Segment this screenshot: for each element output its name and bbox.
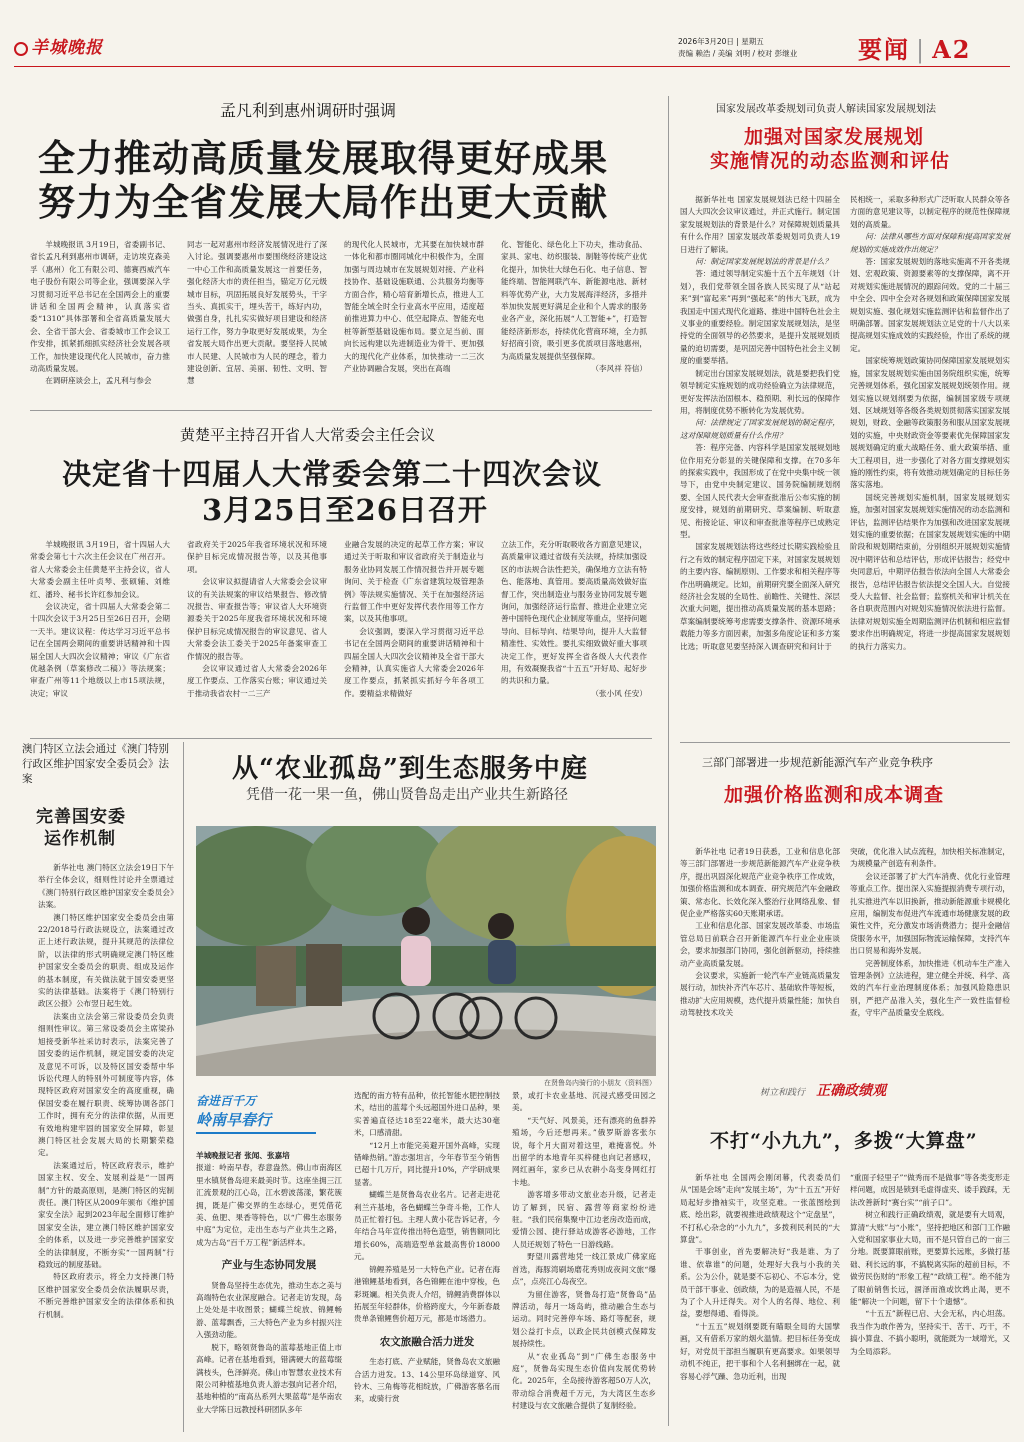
page-number: A2	[932, 35, 972, 64]
article-column: 据新华社电 国家发展规划法已经十四届全国人大四次会议审议通过，并正式施行。制定国家发展规划法的背景是什么？对保障规划质量具有什么作用？国家发展改革委规划司负责人19日进行了解读。 问：制定国家发展规划法的背景是什么？ 答：通过领导制定实施十五个五年规划（计划），我们党带领全国各族人民实现了从“站起来”到“富起来”再到“强起来”的伟大飞跃，成为我国走中国式现代化道路、推进中国特色社会主义事业的重要经验。制定国家发展规划法，是坚持党的全面领导的必然要求，是提升发展规划质量的迫切需要，是巩固完善中国特色社会主义制度的重要举措。 制定出台国家发展规划法，就是要把我们党领导制定实施规划的成功经验确立为法律规范，更好发挥法治固根本、稳预期、利长远的保障作用，将制度优势不断转化为发展优势。 问：法律规定了国家发展规划的制定程序，这对保障规划质量有什么作用？ 答：程序完备、内容科学是国家发展规划地位作用充分彰显的关键保障和支撑。在70多年的探索实践中，我国形成了在党中央集中统一领导下，由党中央制定建议、国务院编制规划纲要、全国人民代表大会审查批准后公布实施的制度安排，规划的前期研究、草案编制、听取意见、衔接论证、审议和审查批准等程序已成熟定型。 国家发展规划法将这些经过长期实践检验且行之有效的制定程序固定下来，对国家发展规划的主要内容、编制原则、工作要求和相关程序等作出明确规定。比如，前期研究要全面深入研究经济社会发展的全局性、前瞻性、关键性、深层次重大问题，提出推动高质量发展的基本思路；草案编制要统筹考虑需要支撑条件、资源环境承载能力等多方面因素，加强多角度论证和多方案比选；听取意见要坚持深入调查研究和问计于	[680, 195, 840, 651]
section-divider	[680, 742, 1010, 743]
article-column: “重面子轻里子”“做秀而不是做事”等各类变形走样问题，成因是锁到毛虚得虚夹、诿手践踩，无法改善新时“赛台实”“前子口”。 树立和践行正确政绩观，就是要有大局观，算清“大账”与“小账”，坚持把地区和部门工作融入党和国家事业大局，而不是只管自己的一亩三分地。既要算眼前账，更要算长远账，多做打基础、利长远的事，不搞脱离实际的超前目标，不做劳民伤财的“形象工程”“政绩工程”。绝不能为了眼前销售长远，涸泽而渔或饮鸩止渴，更不能“解决一个问题，留下十个遗憾”。 “十五五”新程已启、大会无私，内心坦荡。我当作为敢作善为，坚持实干、苦干、巧干，不搞小算盘、不搞小聪明，就能既为一域增光，又为全局添彩。	[850, 1173, 1010, 1356]
article-column: 景，或打卡农业基地、沉浸式感受田园之美。 “天气好、风景美，还有漂亮的鱼群养殖场，今后还想再来。”俄罗斯游客张尔说，每个月大面对着这里，难掩喜悦。外出留学的本地青年买梓健也向记者感叹，网红画年，家乡已从农耕小岛变身网红打卡地。 游客增多带动文旅业态升级，记者走访了解到，民宿、露营等商家纷纷进驻。“我们民宿集聚中江边老房改造而成，爱情公园、捷行驿站成游客必游地，工作人员还规划了特色一日游线路。 野望川露营地凭一线江景成广佛家庭首选，海豚湾刷场磨花秀则成夜间文旅“爆点”，点亮江心岛夜空。 为留住游客，贤鲁岛打造“贤鲁岛”品牌活动，每月一场岛屿，推动融合生态与运动。同时完善停车场、路灯等配套，规划公益打卡点，以政企民共创模式保障发展持续性。 从“农业孤岛”到“广佛生态服务中庭”，贤鲁岛实现生态价值向发展优势转化。2025年，全岛接待游客超50万人次，带动综合消费超千万元，为大湾区生态乡村建设与农文旅融合提供了复制经验。	[512, 1091, 656, 1411]
article-xianlu-island	[196, 746, 656, 1436]
article-column: 新华社电 全国两会刚闭幕，代表委员们从“国是会场”走向“发展主场”，为“十五五”开好局起好步撸袖实干，攻坚克难。一张蓝图绘到底、绘出彩，就要视推进政绩观这个“定盘星”，不打私心杂念的“小九九”，多拨利民利民的“大算盘”。 干事创业，首先要解决好“我是谁、为了谁、依靠谁”的问题，处理好大我与小我的关系。公为公仆，就是要不忘初心、不忘本分，党员干部干事业、创政绩，为的是造福人民，不是为了个人升迁得失。对个人的名得、地位、利益，要想得通、看得淡。 “十五五”规划纲要既有瞄眼全局的大国擘画，又有借系万家的烟火温情。把目标任务变成好，对党员干部担当履职有更高要求。如果领导动机不纯正，把干事和个人名利捆绑在一起，就容易心浮气躁、急功近利，出现	[680, 1173, 840, 1381]
headline-line-2: 3月25日至26日召开	[202, 493, 488, 527]
article-column: 新华社电 记者19日获悉，工业和信息化部等三部门部署进一步规范新能源汽车产业竞争秩序，提出巩固深化规范产业竞争秩序工作成效，加强价格监测和成本调查、研究规范汽车金融政策、常态化、长效化深入整治行业网络乱象、督促企业严格落实60天账期承诺。 工业和信息化部、国家发展改革委、市场监管总局日前联合召开新能源汽车行业企业座谈会，要求加强部门协同，强化创新驱动，持续推动产业高质量发展。 会议要求，实施新一轮汽车产业链高质量发展行动，加快补齐汽车芯片、基础软件等短板，推动扩大应用规模，迭代提升质量性能；加快自动驾驶技术攻关	[680, 847, 840, 1018]
article-kicker: 孟凡利到惠州调研时强调	[220, 101, 397, 120]
banner-right: 正确政绩观	[816, 1083, 887, 1099]
article-column: 省政府关于2025年我省环境状况和环境保护目标完成情况报告等，以及其他事项。 会议审议拟提请省人大常委会会议审议的有关法规案的审议结果报告、修改情况报告、审查报告等；审议省人大环境资源委关于2025年度我省环境状况和环境保护目标完成情况报告的审议意见、省人大常委会法工委关于2025年备案审查工作情况的报告等。 会议审议通过省人大常委会2026年度工作要点、工作落实台账；审议通过关于推动我省农村一二三产	[187, 540, 327, 698]
author-credit: （李风祥 符信）	[591, 364, 647, 374]
banner-left: 树立和践行	[760, 1088, 806, 1098]
article-column: 同志一起对惠州市经济发展情况进行了深入讨论。强调要惠州市要围绕经济建设这一中心工作和高质量发展这一首要任务，强化经济大市的责任担当，锚定万亿元级城市目标，巩固拓展良好发展势头，干字当头、真抓实干，埋头苦干，练好内功，做强自身，扎扎实实做好项目建设和经济运行工作，努力争取更好发展成果，为全省发展大局作出更大贡献。要坚持人民城市人民建、人民城市为人民的理念，着力建设创新、宜居、美丽、韧性、文明、智慧	[187, 240, 327, 386]
article-column: 羊城晚报讯 3月19日，省委副书记、省长孟凡利到惠州市调研，走访埃克森美孚（惠州）化工有限公司、德赛西威汽车电子股份有限公司等企业，强调要深入学习贯彻习近平总书记在全国两会上的重要讲话和全国两会精神，认真落实省委“1310”具体部署和全省高质量发展大会、全省干部大会、省委城市工作会议工作安排，抓紧抓细抓实经济社会发展各项工作，加快建设现代化人民城市，奋力推动高质量发展。 在调研座谈会上，孟凡利与参会	[30, 240, 170, 386]
article-column: 立法工作，充分听取吸收各方面意见建议，高质量审议通过省级有关法规，持续加强设区的市法规合法性把关，确保地方立法有特色、能落地、真管用。要高质量高效做好监督工作，突出制造业与服务业协同发展专题询问，加强经济运行监督、推进企业建立完善中国特色现代企业制度等重点，坚持问题导向、目标导向、结果导向，提升人大监督精准性、实效性。要扎实细致做好重大事项决定工作，更好发挥全省各级人大代表作用，有效凝聚我省“十五五”开好局、起好步的共识和力量。 （张小风 任安）	[501, 539, 647, 700]
article-performance-view	[680, 1080, 1010, 1430]
headline-line-2: 实施情况的动态监测和评估	[710, 150, 951, 172]
issue-date: 2026年3月20日 | 星期五	[678, 37, 764, 46]
section-divider	[30, 738, 652, 739]
news-photo	[196, 826, 656, 1076]
article-column: 业融合发展的决定的起草工作方案；审议通过关于听取和审议省政府关于制造业与服务业协同发展工作情况报告并开展专题询问、关于检查《广东省建筑垃圾管理条例》等法规实施情况、关于在加强经济运行监督工作中更好发挥代表作用等工作方案，以及其他事项。 会议强调，要深入学习贯彻习近平总书记在全国两会期间的重要讲话精神和十四届全国人大四次会议精神及全省干部大会精神，认真实施省人大常委会2026年度工作要点，抓紧抓实抓好今年各项工作。要精益求精做好	[344, 540, 484, 698]
column-banner	[196, 1092, 316, 1138]
article-kicker: 黄楚平主持召开省人大常委会主任会议	[180, 426, 436, 444]
article-column: 选配的南方特有品种，依托智能水肥控制技术，结出的蓝莓个头远超国外进口品种，果实普遍直径达18至22毫米，最大达30毫米，口感清甜。 “12月上市能完美避开国外高峰，实现错峰热销。”游志强坦言，今年春节至今销售已超十几万斤，同比提升10%，产学研成果显著。 蝴蝶兰是贤鲁岛农业名片。记者走进花利兰卉基地，各色蝴蝶兰争奇斗艳，工作人员正忙着打包。主理人黄小花告诉记者，今年结合马年宣传推出特色造型，销售额同比增长60%，高端造型单盆最高售价18000元。 锦鲤养殖是另一大特色产业。记者在海港锦鲤基地看到，各色锦鲤在池中穿梭，色彩斑斓。相关负责人介绍，锦鲤消费群体以拓展至年轻群体，价格跨度大，今年新春最贵单条锦鲤售价超万元，都是市场潜力。 农文旅融合活力迸发 生态打底、产业赋能，贤鲁岛农文旅融合活力迸发。13、14公里环岛绿道穿、风铃木、三角梅等花相绽放，广佛游客慕名而来，或骑行赏	[354, 1091, 500, 1404]
section-name: 要闻 | A2	[858, 35, 972, 64]
headline-line-1: 加强对国家发展规划	[744, 126, 925, 148]
photo-caption: 在贤鲁岛内骑行的小朋友（资料图）	[544, 1079, 656, 1087]
subsection-heading: 农文旅融合活力迸发	[379, 1335, 475, 1348]
headline-line-1: 完善国安委	[36, 807, 126, 827]
article-kicker: 国家发展改革委规划司负责人解读国家发展规划法	[716, 104, 936, 115]
headline: 从“农业孤岛”到生态服务中庭	[232, 754, 588, 784]
headline-line-1: 决定省十四届人大常委会第二十四次会议	[62, 457, 603, 491]
headline-line-1: 全力推动高质量发展取得更好成果	[38, 136, 608, 180]
article-kicker: 澳门特区立法会通过《澳门特别行政区维护国家安全委员会》法案	[22, 743, 169, 785]
headline-line-2: 运作机制	[44, 829, 116, 849]
article-column: 羊城晚报记者 张闻、张嘉培 报道：岭南早春，春意盎然。佛山市南海区里水镇贤鲁岛迎来最美时节。这座坐拥三江汇流景观的江心岛，江水碧波荡漾，繁花簇拥，既是广佛交界的生态绿心，更凭借花美、鱼肥、果香等特色，以“广佛生态服务中庭”为定位，走出生态与产业共生之路，成为古岛“百千万工程”新活样本。 产业与生态协同发展 贤鲁岛坚持生态优先，推动生态之美与高端特色农业深度融合。记者走访发现，岛上处处是丰收图景；蝴蝶兰绽放、锦鲤畅游、蓝莓飘香，三大特色产业为乡村振兴注入强劲动能。 脱下，略领贤鲁岛的蓝莓基地正值上市高峰。记者在基地看到，错满硬大的蓝莓缀满枝头，色泽鲜亮。佛山市智慧农业技术有限公司种植基地负责人游志强向记者介绍，基地种植的“南高丛系列大果蓝莓”是华南农业大学陈日远教授科研团队多年	[196, 1151, 342, 1414]
masthead	[0, 0, 1024, 70]
banner-bottom: 岭南早春行	[196, 1109, 316, 1134]
article-column: 的现代化人民城市，尤其要在加快城市群一体化和都市圈同城化中积极作为，全面加强与周边城市在发展规划对接、产业科技协作、基础设施联通、公共服务均衡等方面合作，精心培育新增长点，推进人工智能全域全时全行业高水平应用，适度超前推进算力中心、低空起降点、智能充电桩等新型基础设施布局。要立足当前、面向长远构建以先进制造业为骨干、更加强大的现代化产业体系，加快推动一二三次产业协调融合发展，突出在高端	[344, 240, 484, 374]
column-divider	[183, 742, 184, 1432]
reporter-byline: 羊城晚报记者 张闻、张嘉培	[196, 1151, 290, 1160]
column-banner	[760, 1080, 1000, 1100]
editor-credits: 责编 赖浩 / 美编 刘明 / 校对 彭继业	[678, 49, 798, 58]
column-divider	[668, 96, 669, 1426]
article-column: 新华社电 澳门特区立法会19日下午举行全体会议，细则性讨论并全票通过《澳门特别行政区维护国家安全委员会》法案。 澳门特区维护国家安全委员会由第22/2018号行政法规设立，法案通过改正上述行政法规，提升其规范的法律位阶，以法律的形式明确规定澳门特区维护国家安全委员会的职责、组成及运作的基本制度，有关做法就于国安委更坚实的法律基础。法案将于《澳门特别行政区公报》公布翌日起生效。 法案由立法会第三常设委员会负责细则性审议。第三常设委员会主席梁孙旭接受新华社采访时表示，法案完善了国安委的运作机制，规定国安委的决定及意见不可诉，以及特区国安委帮中华诉讼代理人的特别外可制度等内容，体现特区政府对国家安全的高度重视，确保国安委在履行职责、统筹协调各部门工作时，拥有充分的法律依据，从而更有效地构建牢固的国家安全屏障，彰显澳门特区社会发展大局的长期繁荣稳定。 法案通过后，特区政府表示，维护国家主权、安全、发展利益是“一国两制”方针的最高原则，是澳门特区的宪制责任。澳门特区从2009年颁布《维护国家安全法》起到2023年起全面修订维护国家安全法，建立澳门特区维护国家安全的体系，以及进一步完善维护国家安全的法律制度，不断夯实“一国两制”行稳致远的制度基础。 特区政府表示，将全力支持澳门特区维护国家安全委员会依法履职尽责，不断完善维护国家安全的法律体系和执行机制。	[38, 863, 174, 1319]
article-kicker: 三部门部署进一步规范新能源汽车产业竞争秩序	[702, 756, 933, 769]
headline: 加强价格监测和成本调查	[724, 784, 945, 806]
subsection-heading: 产业与生态协同发展	[221, 1259, 317, 1272]
article-planning-law	[680, 96, 1010, 736]
section-divider	[30, 410, 652, 411]
article-npc	[30, 424, 652, 724]
article-huizhou	[30, 96, 652, 386]
article-column: 化、智能化、绿色化上下功夫，推动食品、家具、家电、纺织服装、制鞋等传统产业优化提升，加快壮大绿色石化、电子信息、智能终端、智能网联汽车、新能源电池、新材料等优势产业，大力发展海洋经济，多措并举加快发展更好满足企业和个人需求的服务业各产业，深化拓展“人工智能+”，打造智能经济新形态，持续优化营商环境，全力抓好招商引资，吸引更多优质项目落地惠州，为高质量发展提供坚强保障。 （李风祥 符信）	[501, 239, 647, 375]
newspaper-logo: 羊城晚报	[14, 33, 103, 58]
article-column: 民相统一，采取多种形式广泛听取人民群众等各方面的意见建议等，以制定程序的规范性保障规划的高质量。 问：法律从哪些方面对保障和提高国家发展规划的实施成效作出规定？ 答：国家发展规划的落地实施离不开各类规划、宏观政策、资源要素等的支撑保障，离不开对规划实施进展情况的跟踪问效。党的二十届三中全会、四中全会对各规划和政策保障国家发展规划实施、强化规划实施监测评估和监督作出了明确部署。国家发展规划法立足党的十八大以来提高规划实施成效的实践经验，作出了系统的规定。 国家统筹规划政策协同保障国家发展规划实施，国家发展规划实施由国务院组织实施，统筹完善规划体系，强化国家发展规划统领作用。规划实施以规划纲要为依据，编制国家级专项规划、区域规划等各级各类规划贯彻落实国家发展规划，财政、金融等政策服务和服从国家发展规划的实施，中央财政资金等要素优先保障国家发展规划确定的重大战略任务、重大政策举措、重大工程项目，进一步强化了对各方面支撑规划实施的刚性约束，将有效推动规划确定的目标任务落实落地。 国统完善规划实施机制，国家发展规划实施，加强对国家发展规划实施情况的动态监测和评估，监测评估结果作为加强和改进国家发展规划实施的重要依据；在国家发展规划实施的中期阶段和规划期结束前，分别组织开展规划实施情况中期评估和总结评估，形成评估报告；经党中央同意后，中期评估报告依法向全国人大常委会报告，总结评估报告依法提交全国人大。自觉接受人大监督、社会监督；监察机关和审计机关在各自职责范围内对规划实施情况依法进行监督。法律对规划实施全周期监测评估机制和相应监督要求作出明确规定，将进一步提高国家发展规划的执行力落实力。	[850, 195, 1010, 651]
banner-top: 奋进百千万	[196, 1094, 257, 1108]
subhead: 凭借一花一果一鱼，佛山贤鲁岛走出产业共生新路径	[246, 787, 568, 803]
headline: 不打“小九九”，多拨“大算盘”	[710, 1130, 978, 1152]
author-credit: （张小风 任安）	[591, 688, 647, 698]
cycling-children-image	[196, 826, 656, 1076]
headline-line-2: 努力为全省发展大局作出更大贡献	[38, 180, 608, 224]
masthead-divider	[14, 66, 1010, 67]
article-macao-security	[22, 742, 174, 1432]
logo-mark-icon	[14, 42, 28, 56]
article-column: 羊城晚报讯 3月19日，省十四届人大常委会第七十六次主任会议在广州召开。省人大常委会主任黄楚平主持会议，省人大常委会副主任叶贞琴、张硕辅、刘维红、潘玲、秘书长许红参加会议。 会议决定，省十四届人大常委会第二十四次会议于3月25日至26日召开，会期一天半。建议议程：传达学习习近平总书记在全国两会期间的重要讲话精神和十四届全国人大四次会议精神；审议《广东省优越条例（草案修改二稿）》等法规案；审查广州等11个地级以上市15项法规，决定；审议	[30, 540, 170, 698]
article-column: 突破，优化准入试点流程，加快相关标准制定，为规模量产创造有利条件。 会议还部署了扩大汽车消费、优化行业管理等重点工作。提出深入实施提振消费专项行动，扎实推进汽车以旧换新，推动新能源重卡规模化应用，编制发布促进汽车流通市场健康发展的政策性文件，充分激发市场消费潜力；提升金融信贷服务水平，加强国际物流运输保障，支持汽车出口贸易和海外发展。 完善制度体系，加快推进《机动车生产准入管理条例》立法进程，建立健全并统、科学、高效的汽车行业治理制度体系；加强风险隐患识别，严把产品准入关，强化生产一致性监督检查，守牢产品质量安全底线。	[850, 847, 1010, 1018]
article-nev-pricing	[680, 750, 1010, 1018]
